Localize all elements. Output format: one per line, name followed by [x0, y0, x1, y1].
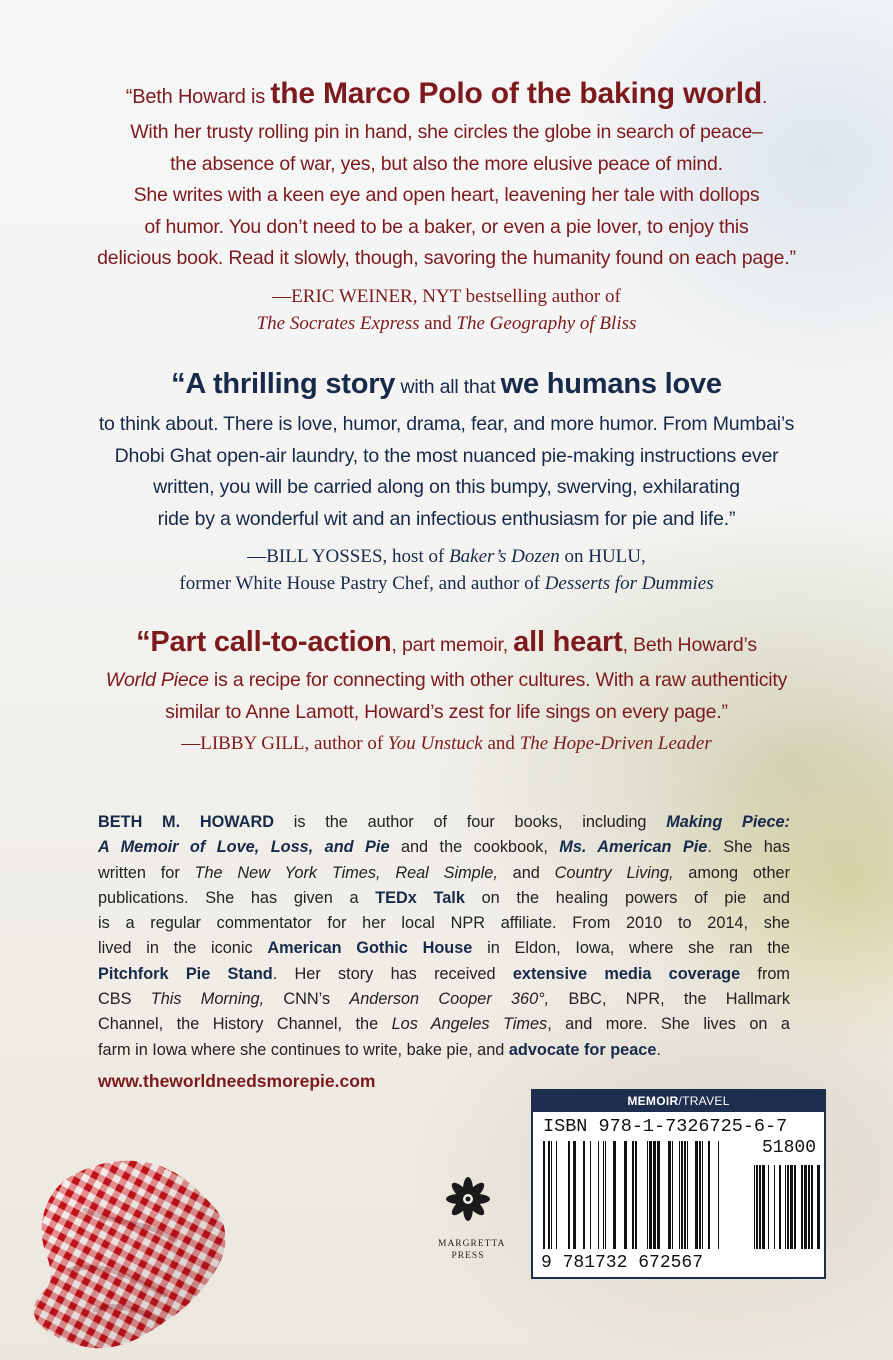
quote-weiner — [0, 74, 893, 337]
quote-line — [0, 622, 893, 665]
barcode-bar — [632, 1141, 634, 1249]
quote-line: With her trusty rolling pin in hand, she circles the globe in search of peace– — [130, 121, 763, 143]
barcode-bar — [583, 1141, 585, 1249]
bio-text: written for — [98, 863, 195, 882]
quote-highlight: “Part call-to-action — [136, 626, 392, 658]
bio-line — [98, 835, 790, 860]
barcode-bar — [759, 1165, 761, 1249]
bio-book-title: Making Piece: — [666, 813, 790, 831]
bio-emphasis: American Gothic House — [267, 939, 473, 958]
quote-highlight: we humans love — [500, 368, 722, 400]
publisher-name — [438, 1238, 506, 1262]
barcode-bar — [635, 1141, 637, 1249]
quote-line — [0, 362, 893, 409]
barcode-bar — [603, 1141, 604, 1249]
barcode-bar — [653, 1141, 656, 1249]
ean-number: 9 781732 672567 — [541, 1253, 704, 1273]
quote-highlight: the Marco Polo of the baking world — [270, 77, 762, 110]
barcode-bar — [756, 1165, 758, 1249]
bio-text: , and more. She lives on a — [547, 1015, 790, 1034]
bio-book-title: A Memoir of Love, Loss, and Pie — [98, 838, 390, 857]
barcode-bar — [548, 1141, 550, 1249]
bio-text: . Her story has received — [272, 964, 513, 983]
author-bio — [98, 810, 790, 1063]
quote-yosses — [0, 362, 893, 597]
bio-text: lived in the iconic — [98, 939, 268, 958]
attribution-text: and — [419, 312, 457, 334]
bio-emphasis: TEDx Talk — [375, 888, 465, 907]
barcode-bar — [718, 1141, 719, 1249]
bio-book-title: Ms. American Pie — [559, 838, 708, 857]
barcode-bar — [657, 1141, 660, 1249]
bio-publication: This Morning, — [150, 990, 265, 1009]
quote-highlight: “A thrilling story — [171, 368, 396, 400]
isbn-text: ISBN 978-1-7326725-6-7 — [543, 1116, 788, 1137]
bio-emphasis: extensive media coverage — [512, 964, 741, 983]
website-link[interactable]: www.theworldneedsmorepie.com — [98, 1071, 376, 1091]
barcode-bar — [785, 1165, 786, 1249]
bio-text: publications. She has given a — [98, 888, 376, 907]
bio-text: is the author of four books, including — [274, 813, 667, 831]
barcode-bar — [762, 1165, 765, 1249]
barcode-bar — [679, 1141, 680, 1249]
book-title: Baker’s Dozen — [449, 546, 560, 567]
attribution-line: —ERIC WEINER, NYT bestselling author of — [272, 285, 621, 307]
barcode-bar — [702, 1141, 703, 1249]
quote-line: delicious book. Read it slowly, though, savoring the humanity found on each page.” — [97, 247, 796, 269]
book-title: You Unstuck — [387, 733, 483, 754]
bio-line — [98, 861, 790, 886]
isbn-barcode-box — [531, 1089, 826, 1279]
quote-line: to think about. There is love, humor, drama, fear, and more humor. From Mumbai’s — [98, 413, 795, 435]
barcode-bar — [624, 1141, 627, 1249]
bio-text: on the healing powers of pie and — [464, 888, 790, 907]
attribution-line — [0, 570, 893, 597]
category-label — [533, 1091, 824, 1112]
bio-text: CNN’s — [264, 990, 350, 1009]
barcode-bar — [556, 1141, 557, 1249]
barcode-bar — [590, 1141, 591, 1249]
barcode-bar — [699, 1141, 701, 1249]
bio-publication: Los Angeles Times — [391, 1015, 548, 1034]
bio-emphasis: BETH M. HOWARD — [98, 813, 275, 831]
attribution-text: on HULU, — [559, 546, 646, 567]
barcode-bar — [779, 1165, 781, 1249]
barcode-bar — [811, 1165, 813, 1249]
barcode-bar — [668, 1141, 671, 1249]
barcode-bar — [787, 1165, 789, 1249]
bio-text: in Eldon, Iowa, where she ran the — [472, 939, 790, 958]
bio-emphasis: Pitchfork Pie Stand — [98, 964, 273, 983]
barcode-bar — [817, 1165, 820, 1249]
bio-text: from — [740, 964, 790, 983]
quote-line: similar to Anne Lamott, Howard’s zest for life sings on every page.” — [165, 700, 728, 723]
quote-text: “Beth Howard is — [125, 86, 271, 108]
barcode-bar — [647, 1141, 648, 1249]
attribution-text: and — [482, 733, 520, 754]
bio-text: . She has — [707, 838, 790, 857]
barcode-bar — [687, 1141, 688, 1249]
barcode-bar — [804, 1165, 807, 1249]
bio-text: Channel, the History Channel, the — [98, 1015, 392, 1034]
quote-text: , Beth Howard’s — [622, 634, 757, 656]
bio-text: . — [656, 1040, 661, 1059]
publisher-logo — [438, 1175, 506, 1262]
attribution-yosses — [0, 543, 893, 597]
quote-text: with all that — [395, 376, 501, 398]
barcode-bar — [681, 1141, 683, 1249]
bio-emphasis: advocate for peace — [508, 1040, 657, 1059]
quote-line: ride by a wonderful wit and an infectious enthusiasm for pie and life.” — [157, 507, 736, 530]
bio-text: is a regular commentator for her local NPR affiliate. From 2010 to 2014, she — [98, 914, 790, 933]
barcode-bar — [551, 1141, 552, 1249]
book-title: The Geography of Bliss — [456, 312, 637, 334]
quote-line: the absence of war, yes, but also the more elusive peace of mind. — [170, 152, 723, 175]
bio-publication: Country Living, — [554, 863, 674, 882]
publisher-name-line: PRESS — [451, 1251, 485, 1261]
bio-line — [98, 886, 790, 911]
quote-line — [0, 74, 893, 117]
barcode-bar — [790, 1165, 793, 1249]
bio-publication: Anderson Cooper 360°, — [349, 990, 550, 1009]
attribution-line — [0, 543, 893, 570]
quote-highlight: all heart — [513, 626, 623, 658]
barcode-bar — [568, 1141, 570, 1249]
barcode-bar — [774, 1165, 775, 1249]
quote-text: , part memoir, — [391, 634, 514, 656]
bio-line — [98, 962, 790, 987]
book-title: Desserts for Dummies — [544, 573, 714, 594]
publisher-name-line: MARGRETTA — [438, 1239, 506, 1249]
lotus-flower-icon — [446, 1175, 490, 1229]
bio-line — [98, 1038, 790, 1063]
barcode-bar — [808, 1165, 810, 1249]
barcode-bar — [605, 1141, 606, 1249]
bio-text: CBS — [98, 990, 151, 1009]
bio-line — [98, 987, 790, 1012]
bio-line — [98, 810, 790, 835]
barcode-bar — [708, 1141, 710, 1249]
barcode-bar — [768, 1165, 769, 1249]
attribution-line — [0, 310, 893, 337]
barcode-bar — [695, 1141, 698, 1249]
attribution-text: former White House Pastry Chef, and author of — [179, 573, 545, 594]
quote-line: She writes with a keen eye and open heart, leavening her tale with dollops — [133, 184, 760, 206]
book-title: World Piece — [105, 669, 209, 691]
attribution-text: —LIBBY GILL, author of — [181, 733, 388, 754]
book-title: The Socrates Express — [256, 312, 420, 334]
quote-line: written, you will be carried along on this bumpy, swerving, exhilarating — [153, 476, 740, 498]
bio-text: farm in Iowa where she continues to write, bake pie, and — [98, 1040, 509, 1059]
bio-text: and — [497, 863, 555, 882]
book-title: The Hope-Driven Leader — [519, 733, 712, 754]
bio-line — [98, 911, 790, 936]
quote-text: is a recipe for connecting with other cultures. With a raw authenticity — [208, 669, 788, 691]
quote-text: . — [761, 86, 768, 108]
bio-line — [98, 1012, 790, 1037]
bio-line — [98, 936, 790, 961]
barcode-bar — [573, 1141, 576, 1249]
quote-line — [0, 665, 893, 697]
bio-text: among other — [673, 863, 790, 882]
bio-text: BBC, NPR, the Hallmark — [549, 990, 790, 1009]
quote-line: Dhobi Ghat open-air laundry, to the most nuanced pie-making instructions ever — [114, 444, 779, 467]
category-secondary: /TRAVEL — [678, 1094, 730, 1108]
barcode-bars — [541, 1141, 820, 1256]
barcode-bar — [672, 1141, 673, 1249]
barcode-bar — [613, 1141, 616, 1249]
attribution-gill — [0, 730, 893, 757]
attribution-line — [0, 730, 893, 757]
quote-line: of humor. You don’t need to be a baker, or even a pie lover, to enjoy this — [144, 215, 749, 238]
attribution-text: —BILL YOSSES, host of — [247, 546, 450, 567]
attribution-weiner — [0, 283, 893, 337]
barcode-bar — [794, 1165, 796, 1249]
barcode-bar — [598, 1141, 599, 1249]
barcode-bar — [684, 1141, 686, 1249]
barcode-bar — [801, 1165, 803, 1249]
quote-gill — [0, 622, 893, 757]
bio-text: and the cookbook, — [389, 838, 560, 857]
barcode-bar — [543, 1141, 545, 1249]
price-code: 51800 — [761, 1138, 816, 1158]
bio-publication: The New York Times, Real Simple, — [194, 863, 498, 882]
category-primary: MEMOIR — [627, 1094, 679, 1108]
gingham-tablecloth-image — [25, 1150, 240, 1355]
barcode-bar — [754, 1165, 755, 1249]
barcode-bar — [649, 1141, 652, 1249]
